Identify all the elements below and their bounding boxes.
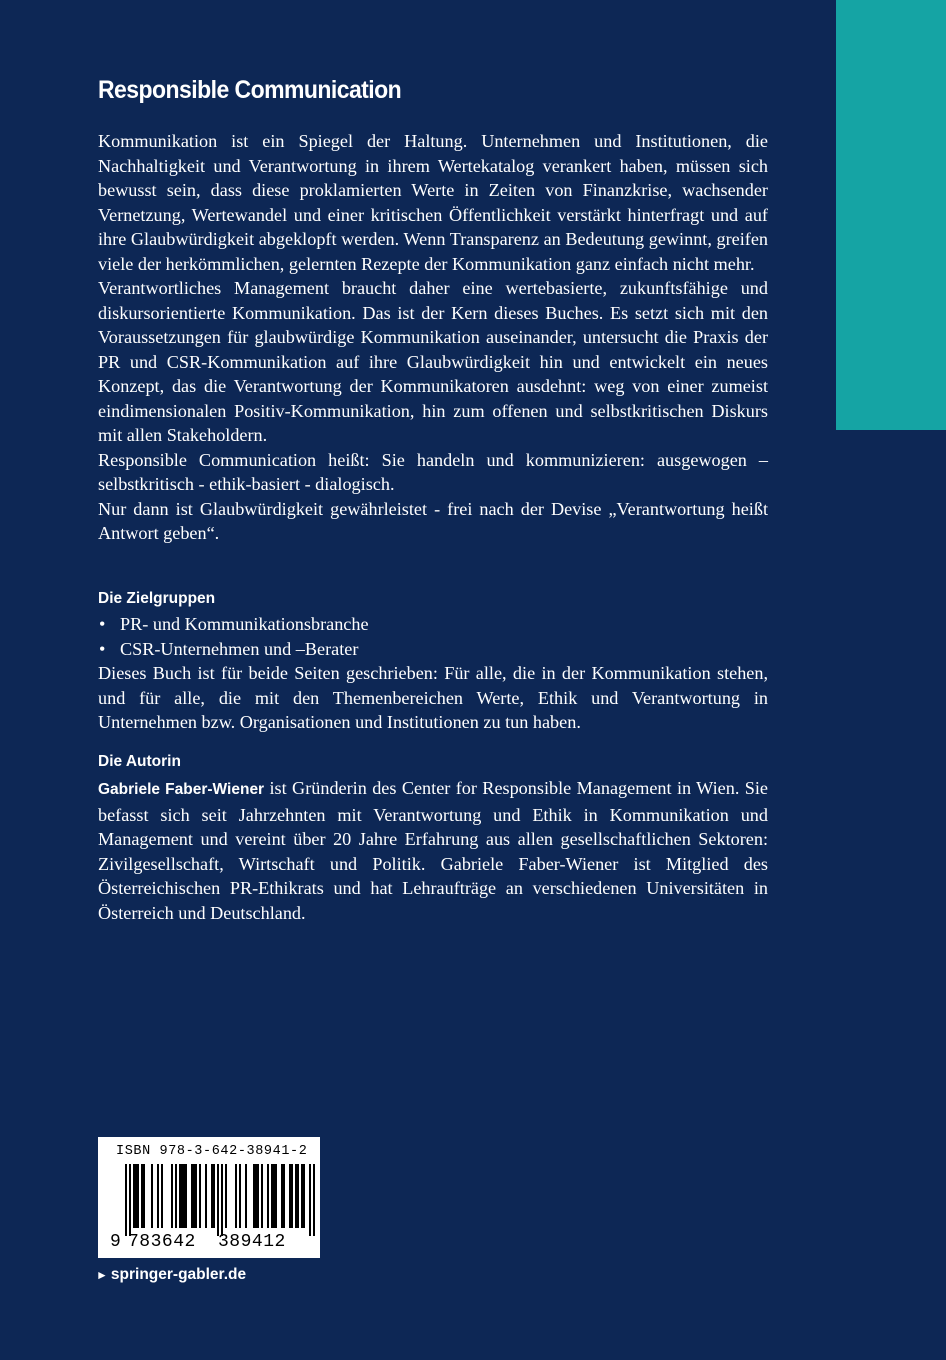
barcode-bar [295,1164,297,1228]
book-description [98,129,768,546]
barcode-bar [261,1164,263,1228]
website-url[interactable]: springer-gabler.de [110,1266,247,1283]
barcode-bar [271,1164,273,1228]
author-text-block [98,776,768,925]
barcode-bar [309,1164,311,1236]
barcode-bar [235,1164,237,1228]
description-paragraph-1: Kommunikation ist ein Spiegel der Haltung. Unternehmen und Institutionen, die Nachhaltigkeit und Verantwortung in ihrem Wertekatalog verankert haben, müssen sich bewusst sein, dass diese proklamierten Werte in Zeiten von Finanzkrise, wachsender Vernetzung, Wertewandel und einer kritischen Öffentlichkeit verstärkt hinterfragt und auf ihre Glaubwürdigkeit abgeklopft werden. Wenn Transparenz an Bedeutung gewinnt, greifen viele der herkömmlichen, gelernten Rezepte der Kommunikation ganz einfach nicht mehr. [98,131,768,274]
barcode-bar [185,1164,187,1228]
target-groups-heading: Die Zielgruppen [98,590,216,607]
barcode-bar [195,1164,197,1228]
barcode-bar [179,1164,181,1228]
description-paragraph-2: Verantwortliches Management braucht daher eine wertebasierte, zukunftsfähige und diskursorientierte Kommunikation. Das ist der Kern dieses Buches. Es setzt sich mit den Voraussetzungen für glaubwürdige Kommunikation auseinander, untersucht die Praxis der PR und CSR-Kommunikation auf ihre Glaubwürdigkeit hin und entwickelt ein neues Konzept, das die Verantwortung der Kommunikatoren ausdehnt: weg von einer zumeist eindimensionalen Positiv-Kommunikation, hin zum offenen und selbstkritischen Diskurs mit allen Stakeholdern. [98,278,768,445]
ean-first-digit: 9 [110,1232,122,1252]
barcode-bar [225,1164,227,1228]
target-groups-text: Dieses Buch ist für beide Seiten geschrieben: Für alle, die in der Kommunikation stehen, und für alle, die mit den Themenbereichen Werte, Ethik und Verantwortung in Unternehmen bzw. Organisationen und Institutionen zu tun haben. [98,663,768,732]
book-title: Responsible Communication [98,76,402,104]
teal-accent-band [836,0,946,430]
barcode-bar [171,1164,173,1228]
ean-left-digits: 783642 [128,1232,196,1252]
barcode-bar [175,1164,177,1228]
barcode-bar [141,1164,143,1228]
barcode-bar [151,1164,153,1228]
barcode-bar [301,1164,303,1228]
barcode-bar [239,1164,241,1228]
barcode-bar [137,1164,139,1228]
author-heading: Die Autorin [98,753,181,770]
barcode-bar [181,1164,183,1228]
barcode-bar [313,1164,315,1236]
barcode-bar [193,1164,195,1228]
description-paragraph-4: Nur dann ist Glaubwürdigkeit gewährleistet - frei nach der Devise „Verantwortung heißt Antwort geben“. [98,498,768,543]
barcode-bar [267,1164,269,1228]
barcode-bar [213,1164,215,1228]
barcode-bar [191,1164,193,1228]
barcode-bar [129,1164,131,1236]
barcode-bar [273,1164,275,1228]
barcode-bar [161,1164,163,1228]
barcode-bar [275,1164,277,1228]
barcode-bar [297,1164,299,1228]
barcode-bar [217,1164,219,1236]
list-item [98,612,369,637]
ean-right-digits: 389412 [218,1232,286,1252]
barcode-box [98,1137,320,1258]
target-group-label: CSR-Unternehmen und –Berater [120,638,359,659]
isbn-label: ISBN 978-3-642-38941-2 [116,1144,308,1159]
barcode-bar [291,1164,293,1228]
barcode-bar [221,1164,223,1236]
barcode-bar [281,1164,283,1228]
barcode-bar [199,1164,201,1228]
bullet-icon: • [99,614,106,634]
bullet-icon: • [99,638,106,659]
target-groups-list [98,612,369,661]
target-group-label: PR- und Kommunikationsbranche [120,614,369,634]
barcode-bar [133,1164,135,1228]
barcode-bar [157,1164,159,1228]
barcode-bar [205,1164,207,1228]
barcode-bar [257,1164,259,1228]
barcode-bar [283,1164,285,1228]
publisher-website[interactable] [96,1265,246,1285]
barcode-bar [289,1164,291,1228]
barcode-bar [211,1164,213,1228]
author-bio-text: ist Gründerin des Center for Responsible Management in Wien. Sie befasst sich seit Jahrzehnten mit Verantwortung und Ethik in Kommunikation und Management und vereint über 20 Jahre Erfahrung aus allen gesellschaftlichen Sektoren: Zivilgesellschaft, Wirtschaft und Politik. Gabriele Faber-Wiener ist Mitglied des Österreichischen PR-Ethikrats und hat Lehraufträge an verschiedenen Universitäten in Österreich und Deutschland. [98,778,768,923]
barcode-bar [143,1164,145,1228]
author-name: Gabriele Faber-Wiener [98,781,265,798]
author-bio [98,776,768,925]
barcode-bar [245,1164,247,1228]
target-groups-text-block [98,661,768,735]
barcode-bar [253,1164,255,1228]
arrow-right-icon: ► [96,1268,108,1282]
barcode-bar [183,1164,185,1228]
barcode-bar [255,1164,257,1228]
description-paragraph-3: Responsible Communication heißt: Sie handeln und kommunizieren: ausgewogen – selbstkritisch - ethik-basiert - dialogisch. [98,449,768,494]
barcode-bar [125,1164,127,1236]
list-item [98,637,369,662]
barcode-bar [135,1164,137,1228]
barcode-bar [303,1164,305,1228]
